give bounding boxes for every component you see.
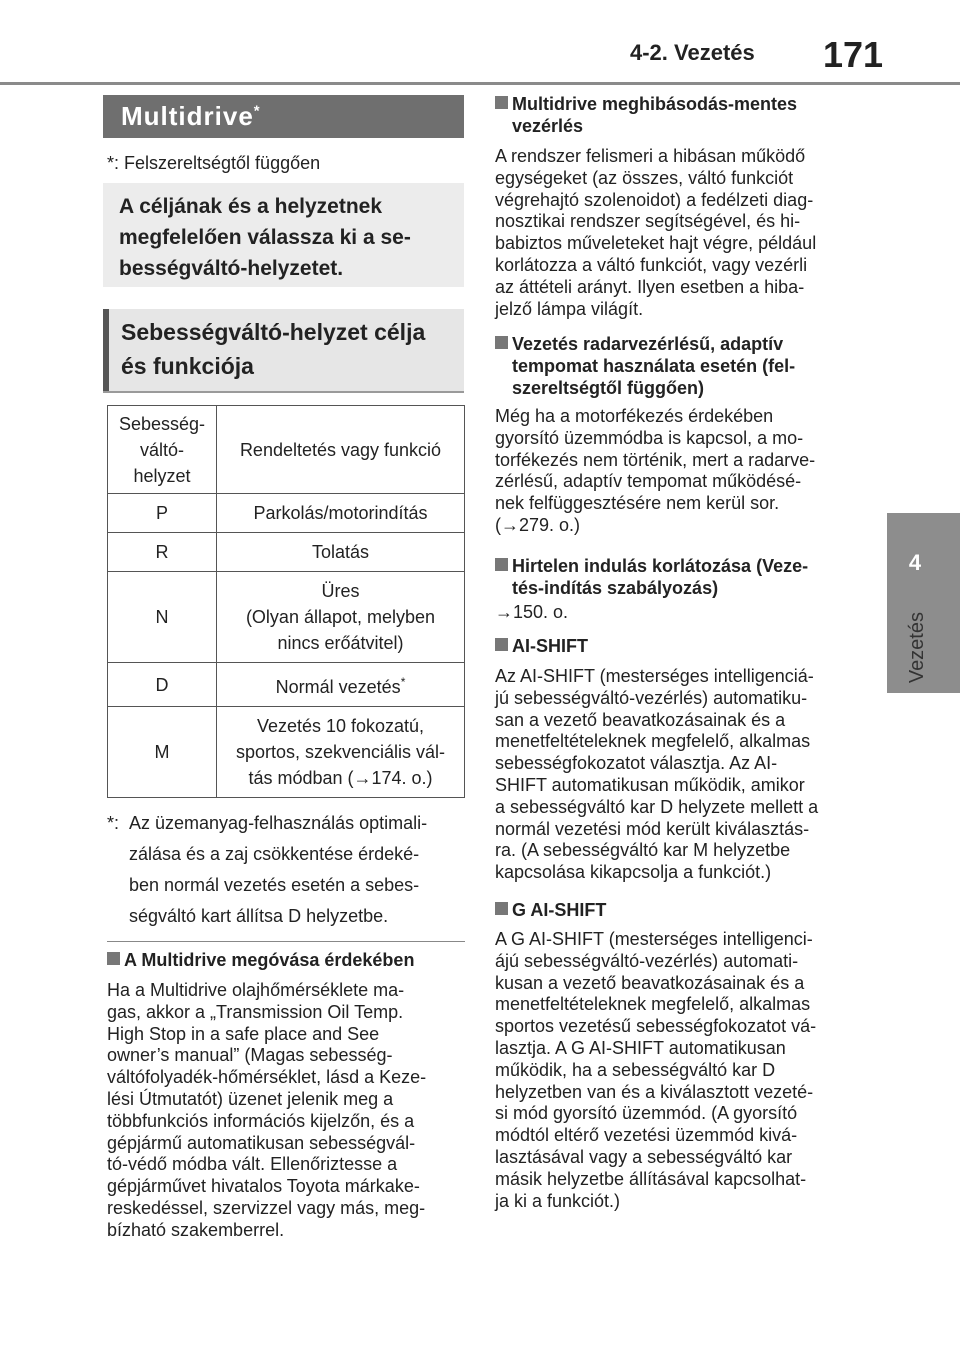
intro-text: A céljának és a helyzetnek megfelelően válassza ki a se-bességváltó-helyzetet. — [119, 195, 411, 280]
text-line: egységeket (az összes, váltó funkciót — [495, 167, 794, 188]
text-line: jelző lámpa világít. — [495, 298, 644, 319]
text-line: A G AI-SHIFT (mesterséges intelligenci- — [495, 929, 813, 949]
text-line: menetfeltételeknek megfelelő, alkalmas — [495, 731, 811, 752]
table-row — [108, 663, 465, 707]
text-line: a sebességváltó kar D helyzete mellett a — [495, 796, 819, 817]
func-line: Üres — [321, 581, 360, 601]
main-heading — [103, 95, 464, 138]
text-line: tó-védő módba vált. Ellenőriztesse a — [107, 1154, 398, 1175]
subheading-drive-start-control — [495, 555, 855, 599]
subheading-line: tempomat használata esetén (fel- — [512, 356, 796, 376]
table-header-row — [108, 406, 465, 494]
header-line: Sebesség- — [118, 413, 206, 434]
subheading-line: Multidrive meghibásodás-mentes — [512, 94, 798, 114]
text-line: gas, akkor a „Transmission Oil Temp. — [107, 1001, 404, 1022]
footnote-line: ségváltó kart állítsa D helyzetbe. — [129, 906, 389, 926]
text-line: sportos vezetésű sebességfokozatot vá- — [495, 1016, 817, 1037]
text-line: zérlésű, adaptív tempomat működésé- — [495, 471, 802, 492]
func-line: (Olyan állapot, melyben — [245, 607, 436, 627]
gear-function: Tolatás — [217, 533, 465, 572]
chapter-tab-number: 4 — [908, 550, 922, 575]
square-bullet-icon — [107, 952, 120, 965]
paragraph-radar-cruise — [495, 406, 855, 537]
square-bullet-icon — [495, 638, 508, 651]
text-line: sebességfokozatot választja. Az AI- — [495, 753, 778, 774]
footnote-line: ben normál vezetés esetén a sebes- — [129, 875, 420, 895]
text-line: gépjármű automatikusan sebességvál- — [107, 1132, 416, 1153]
text-line: normál vezetési mód került kiválasztás- — [495, 818, 810, 839]
gear-function — [217, 663, 465, 707]
text-line: ra. (A sebességváltó kar M helyzetbe — [495, 840, 791, 861]
text-line: torfékezés nem történik, mert a radarve- — [495, 449, 816, 470]
square-bullet-icon — [495, 336, 508, 349]
chapter-tab-title — [880, 612, 950, 702]
header-rule — [0, 82, 960, 85]
gear-position: P — [108, 494, 217, 533]
paragraph-drive-start-control — [495, 602, 855, 624]
text-line: többfunkciós információs kijelzőn, és a — [107, 1110, 415, 1131]
subheading-line: vezérlés — [512, 116, 584, 136]
func-line: Normál vezetés — [275, 677, 401, 697]
square-bullet-icon — [495, 902, 508, 915]
text-line: lasztja. A G AI-SHIFT automatikusan — [495, 1037, 786, 1058]
subheading-line: Hirtelen indulás korlátozása (Veze- — [512, 556, 809, 576]
text-line: SHIFT automatikusan működik, amikor — [495, 774, 805, 795]
heading-footnote-mark: * — [253, 102, 261, 120]
main-heading-text: Multidrive — [121, 101, 254, 131]
footnote-line: Az üzemanyag-felhasználás optimali- — [129, 813, 428, 833]
subheading-line: tés-indítás szabályozás) — [512, 578, 719, 598]
text-line: gyorsító üzemmódba is kapcsol, a mo- — [495, 427, 804, 448]
text-line: gépjárművet hivatalos Toyota márkake- — [107, 1176, 420, 1197]
text-line: san a vezető beavatkozásainak és a — [495, 709, 786, 730]
text-line: jú sebességváltó-vezérlés) automatiku- — [495, 687, 808, 708]
header-line: váltó- — [139, 439, 184, 460]
text-line: módtól eltérő vezetési üzemmód kivá- — [495, 1125, 798, 1146]
page-reference: →150. o. — [495, 602, 569, 622]
subheading-text: A Multidrive megóvása érdekében — [124, 950, 415, 970]
text-line: reskedéssel, szervizzel vagy más, meg- — [107, 1197, 426, 1218]
text-line: Ha a Multidrive olajhőmérséklete ma- — [107, 980, 405, 1000]
subheading-line: szereltségtől függően) — [512, 378, 705, 398]
subheading-line: Vezetés radarvezérlésű, adaptív — [512, 334, 784, 354]
func-line: tás módban (→174. o.) — [248, 768, 433, 788]
text-line: ja ki a funkciót.) — [495, 1190, 621, 1211]
text-line: működik, ha a sebességváltó kar D — [495, 1059, 776, 1080]
func-line: sportos, szekvenciális vál- — [235, 742, 446, 762]
square-bullet-icon — [495, 558, 508, 571]
text-line: (→279. o.) — [495, 514, 581, 535]
func-line: nincs erőátvitel) — [277, 633, 404, 653]
section-heading-bar — [103, 309, 109, 391]
text-line: végrehajtó szolenoidot) a fedélzeti diag- — [495, 189, 814, 210]
gear-function — [217, 572, 465, 663]
text-line: owner’s manual” (Magas sebesség- — [107, 1045, 393, 1066]
gear-function: Parkolás/motorindítás — [217, 494, 465, 533]
subheading-text: AI-SHIFT — [512, 636, 588, 656]
gear-position: D — [108, 663, 217, 707]
text-line: lasztásával vagy a sebességváltó kar — [495, 1146, 793, 1167]
gear-function — [217, 707, 465, 798]
footnote-line: zálása és a zaj csökkentése érdeké- — [129, 844, 420, 864]
subheading-failsafe — [495, 93, 855, 137]
text-line: nek felfüggesztésére nem kerül sor. — [495, 493, 780, 514]
text-line: bízható szakemberrel. — [107, 1219, 285, 1240]
table-header-function: Rendeltetés vagy funkció — [217, 406, 465, 494]
text-line: kapcsolása kikapcsolja a funkciót.) — [495, 862, 772, 883]
table-header-position — [108, 406, 217, 494]
square-bullet-icon — [495, 96, 508, 109]
text-line: másik helyzetbe állításával kapcsolhat- — [495, 1168, 807, 1189]
footnote-top: *: Felszereltségtől függően — [107, 153, 321, 173]
text-line: helyzetben van és a kiválasztott vezeté- — [495, 1081, 814, 1102]
subheading-multidrive-protection — [107, 949, 467, 971]
paragraph-g-ai-shift — [495, 929, 855, 1212]
table-row — [108, 572, 465, 663]
intro-box — [103, 183, 464, 287]
section-heading — [103, 309, 464, 393]
text-line: Az AI-SHIFT (mesterséges intelligenciá- — [495, 666, 814, 686]
section-title: 4-2. Vezetés — [630, 40, 755, 65]
table-row — [108, 533, 465, 572]
subheading-ai-shift — [495, 635, 855, 657]
text-line: High Stop in a safe place and See — [107, 1023, 380, 1044]
text-line: babiztos műveleteket hajt végre, például — [495, 233, 817, 254]
subheading-g-ai-shift — [495, 899, 855, 921]
gear-position-table — [107, 405, 465, 798]
func-line: Vezetés 10 fokozatú, — [256, 716, 425, 736]
paragraph-multidrive-protection — [107, 980, 467, 1242]
footnote-mark: *: — [107, 813, 120, 833]
text-line: Még ha a motorfékezés érdekében — [495, 406, 774, 426]
text-line: menetfeltételeknek megfelelő, alkalmas — [495, 994, 811, 1015]
text-line: korlátozza a váltó funkciót, vagy vezérli — [495, 254, 808, 275]
table-row — [108, 707, 465, 798]
text-line: si mód gyorsító üzemmód. (A gyorsító — [495, 1103, 798, 1124]
subheading-text — [512, 333, 795, 399]
divider — [107, 941, 465, 942]
text-line: ájú sebességváltó-vezérlés) automati- — [495, 950, 799, 971]
subheading-radar-cruise — [495, 333, 855, 399]
header-line: helyzet — [133, 465, 191, 486]
page-number: 171 — [823, 34, 884, 75]
text-line: kusan a vezető beavatkozásainak és a — [495, 972, 805, 993]
paragraph-failsafe — [495, 146, 855, 320]
subheading-text — [512, 93, 797, 137]
gear-position: M — [108, 707, 217, 798]
chapter-tab-title-text: Vezetés — [906, 612, 928, 684]
table-row — [108, 494, 465, 533]
subheading-text: G AI-SHIFT — [512, 900, 607, 920]
section-heading-text: Sebességváltó-helyzet célja és funkciója — [121, 319, 426, 379]
paragraph-ai-shift — [495, 666, 855, 884]
text-line: lési Útmutatót) üzenet jelenik meg a — [107, 1088, 394, 1109]
text-line: váltófolyadék-hőmérséklet, lásd a Keze- — [107, 1067, 427, 1088]
func-footnote-mark: * — [400, 675, 406, 689]
gear-position: R — [108, 533, 217, 572]
text-line: az áttételi arányt. Ilyen esetben a hiba- — [495, 276, 805, 297]
text-line: A rendszer felismeri a hibásan működő — [495, 146, 806, 166]
text-line: nosztikai rendszer segítségével, és hi- — [495, 211, 801, 232]
subheading-text — [512, 555, 808, 599]
gear-position: N — [108, 572, 217, 663]
